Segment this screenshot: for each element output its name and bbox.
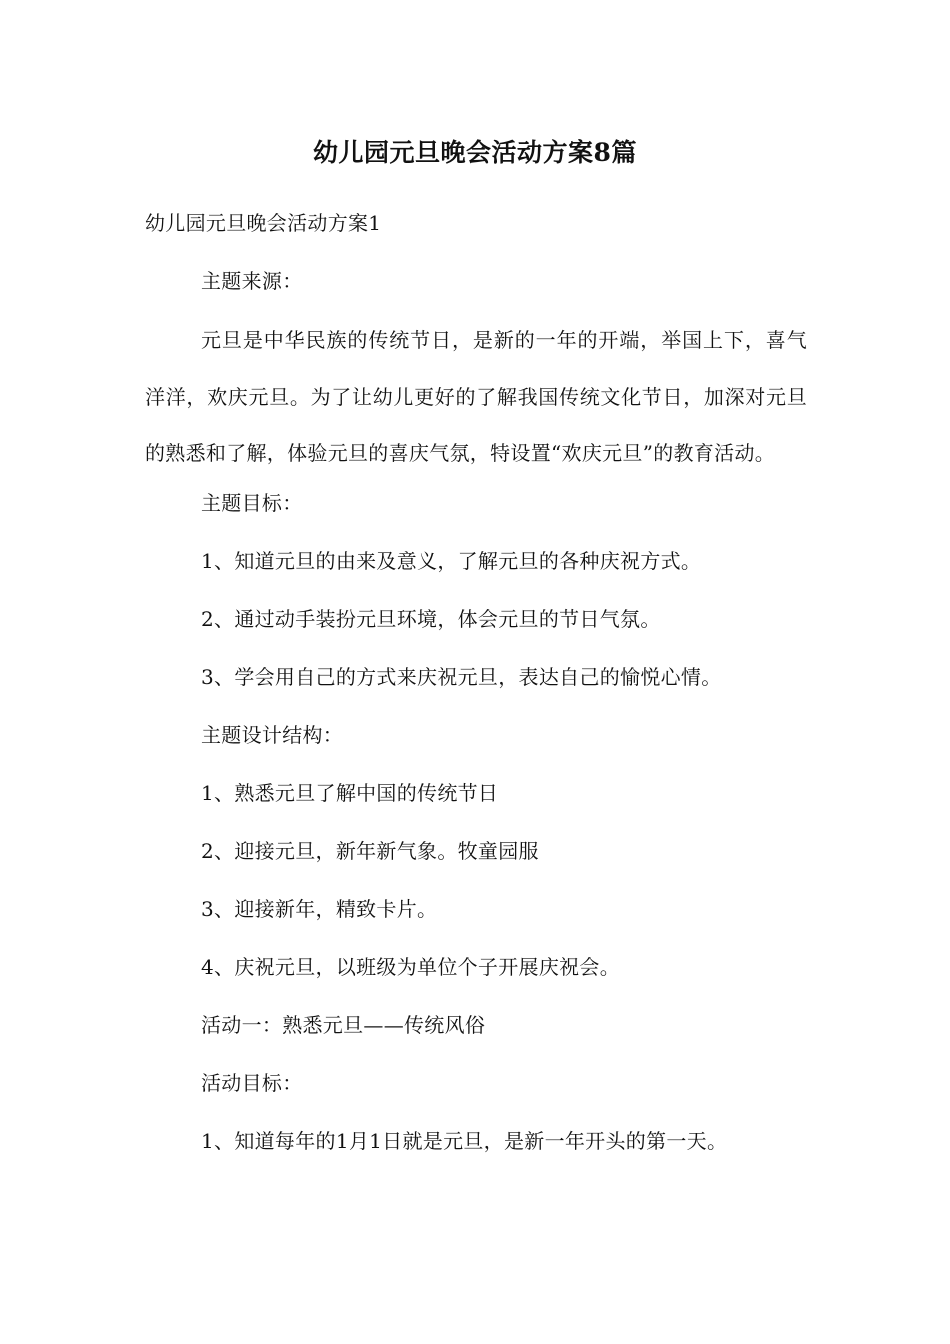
list-item: 2、迎接元旦，新年新气象。牧童园服 (201, 838, 539, 863)
section-heading: 幼儿园元旦晚会活动方案1 (145, 211, 382, 235)
list-item: 2、通过动手装扮元旦环境，体会元旦的节日气氛。 (201, 606, 661, 631)
list-item: 4、庆祝元旦，以班级为单位个子开展庆祝会。 (201, 954, 621, 979)
paragraph: 主题设计结构： (201, 722, 344, 747)
list-item: 1、知道元旦的由来及意义，了解元旦的各种庆祝方式。 (201, 548, 702, 573)
document-title: 幼儿园元旦晚会活动方案8篇 (313, 138, 637, 167)
paragraph: 主题目标： (201, 490, 303, 515)
list-item: 1、熟悉元旦了解中国的传统节日 (201, 780, 499, 805)
paragraph: 主题来源： (201, 269, 303, 293)
list-item: 1、知道每年的1月1日就是元旦，是新一年开头的第一天。 (201, 1128, 728, 1153)
paragraph: 活动一：熟悉元旦——传统风俗 (201, 1012, 486, 1037)
list-item: 3、迎接新年，精致卡片。 (201, 896, 438, 921)
paragraph: 元旦是中华民族的传统节日，是新的一年的开端，举国上下，喜气洋洋，欢庆元旦。为了让幼儿更好的了解我国传统文化节日，加深对元旦的熟悉和了解，体验元旦的喜庆气氛，特设置“欢庆元旦”的教育活动。 (145, 328, 807, 465)
list-item: 3、学会用自己的方式来庆祝元旦，表达自己的愉悦心情。 (201, 664, 722, 689)
paragraph: 活动目标： (201, 1070, 303, 1095)
document-body (145, 204, 807, 1180)
